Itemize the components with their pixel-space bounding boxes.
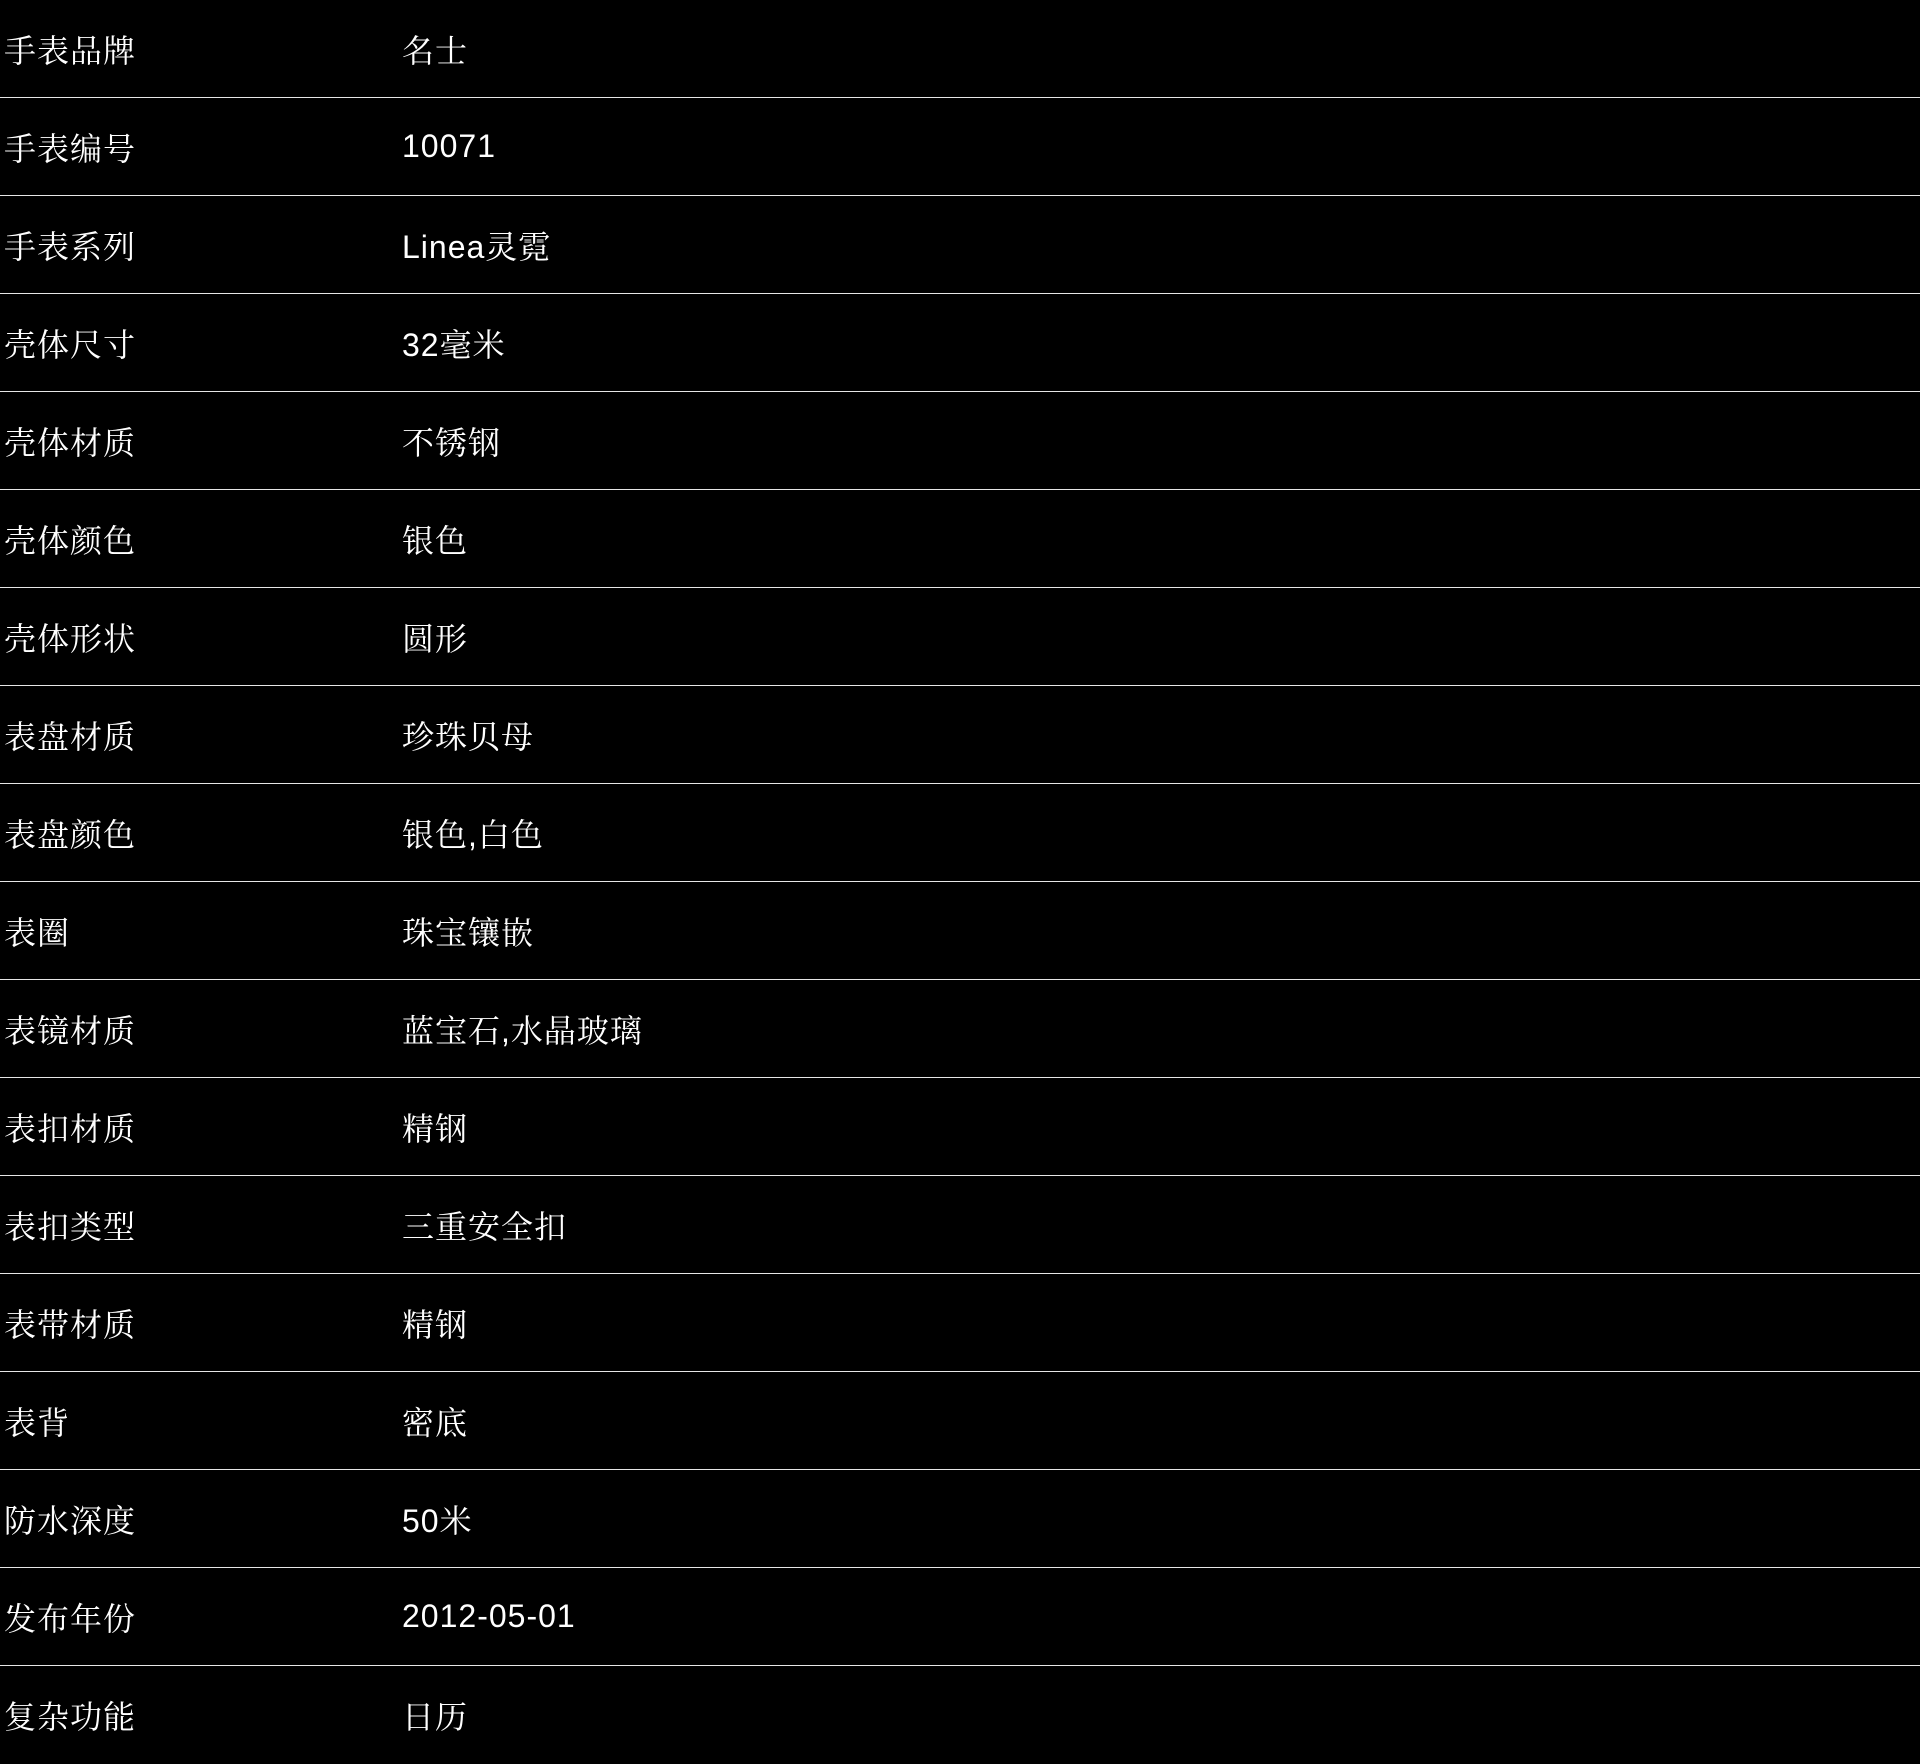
spec-row [0, 196, 1920, 294]
spec-label: 表圈 [4, 914, 71, 951]
spec-value: 珠宝镶嵌 [402, 914, 535, 951]
spec-row [0, 588, 1920, 686]
spec-value: 名士 [402, 32, 469, 69]
spec-value: 10071 [402, 128, 496, 164]
spec-label: 手表系列 [4, 228, 137, 265]
spec-row [0, 1372, 1920, 1470]
spec-value: 50米 [402, 1502, 473, 1539]
spec-value: 不锈钢 [402, 424, 502, 461]
spec-value: 圆形 [402, 620, 469, 657]
spec-value: 密底 [402, 1404, 469, 1441]
spec-row [0, 980, 1920, 1078]
spec-label: 表镜材质 [4, 1012, 137, 1049]
spec-value: 32毫米 [402, 326, 506, 363]
spec-label: 壳体材质 [4, 424, 137, 461]
spec-label: 表带材质 [4, 1306, 137, 1343]
spec-row [0, 294, 1920, 392]
spec-label: 表盘颜色 [4, 816, 137, 853]
spec-value: 三重安全扣 [402, 1208, 568, 1245]
spec-row [0, 1568, 1920, 1666]
spec-row [0, 686, 1920, 784]
spec-label: 表扣材质 [4, 1110, 137, 1147]
spec-row [0, 1176, 1920, 1274]
spec-label: 壳体形状 [4, 620, 137, 657]
spec-row [0, 1470, 1920, 1568]
spec-value: 2012-05-01 [402, 1598, 576, 1634]
spec-label: 手表品牌 [4, 32, 137, 69]
spec-label: 发布年份 [4, 1600, 137, 1637]
spec-value: 银色 [402, 522, 469, 559]
spec-value: 精钢 [402, 1110, 469, 1147]
spec-row [0, 784, 1920, 882]
spec-label: 壳体颜色 [4, 522, 137, 559]
spec-row [0, 0, 1920, 98]
spec-value: 精钢 [402, 1306, 469, 1343]
spec-row [0, 490, 1920, 588]
spec-row [0, 392, 1920, 490]
spec-label: 表盘材质 [4, 718, 137, 755]
spec-row [0, 98, 1920, 196]
spec-label: 防水深度 [4, 1502, 137, 1539]
spec-row [0, 1078, 1920, 1176]
spec-row [0, 1274, 1920, 1372]
spec-value: Linea灵霓 [402, 228, 552, 265]
spec-value: 银色,白色 [402, 816, 544, 853]
spec-value: 日历 [402, 1699, 469, 1735]
spec-row [0, 882, 1920, 980]
spec-label: 壳体尺寸 [4, 326, 137, 363]
spec-label: 表背 [4, 1404, 71, 1441]
spec-label: 复杂功能 [4, 1699, 137, 1735]
spec-value: 珍珠贝母 [402, 718, 535, 755]
spec-label: 手表编号 [4, 130, 137, 167]
spec-value: 蓝宝石,水晶玻璃 [402, 1012, 643, 1049]
spec-label: 表扣类型 [4, 1208, 137, 1245]
spec-row [0, 1666, 1920, 1764]
